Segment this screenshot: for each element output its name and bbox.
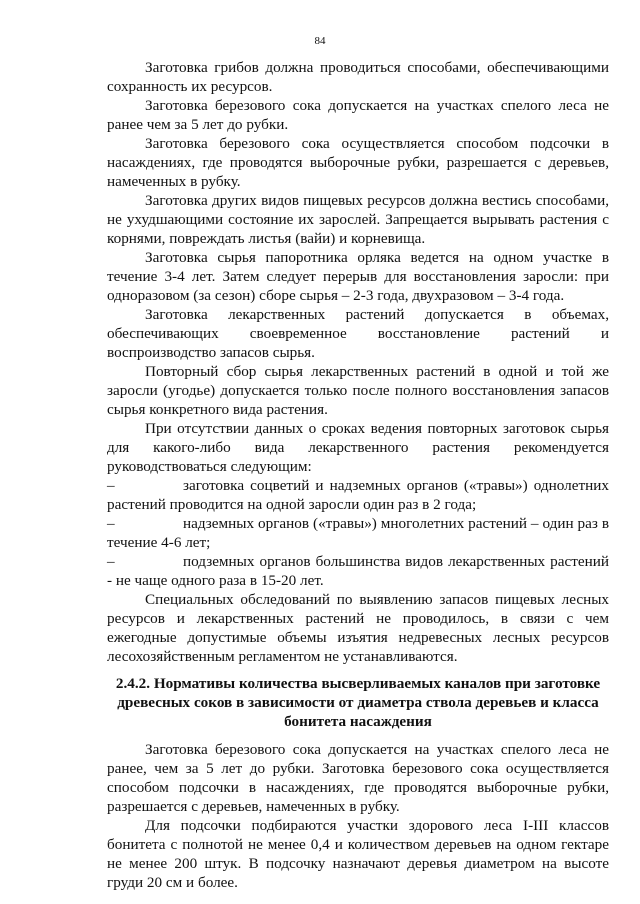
paragraph-medicinal-plants: Заготовка лекарственных растений допускается в объемах, обеспечивающих своевременное восстановление растений и воспроизводство запасов сырья. xyxy=(107,306,609,361)
paragraph-birch-sap-timing: Заготовка березового сока допускается на участках спелого леса не ранее чем за 5 лет до рубки. xyxy=(107,97,609,133)
dash-marker: – xyxy=(107,477,115,494)
paragraph-no-data-guidance: При отсутствии данных о сроках ведения повторных заготовок сырья для какого-либо вида лекарственного растения рекомендуется руководствоваться следующим: xyxy=(107,420,609,475)
dash-marker: – xyxy=(107,553,115,570)
list-item xyxy=(107,514,609,552)
paragraph-birch-sap-summary: Заготовка березового сока допускается на участках спелого леса не ранее, чем за 5 лет до рубки. Заготовка березового сока осуществляется способом подсочки в насаждениях, где проводятся выборочные рубки, разрешается с деревьев, намеченных в рубку. xyxy=(107,741,609,815)
paragraph-other-food-resources: Заготовка других видов пищевых ресурсов должна вестись способами, не ухудшающими состояние их зарослей. Запрещается вырывать растения с корнями, повреждать листья (вайи) и корневища. xyxy=(107,192,609,247)
page-content xyxy=(107,58,609,892)
dash-marker: – xyxy=(107,515,115,532)
page-number: 84 xyxy=(314,35,326,47)
section-heading: 2.4.2. Нормативы количества высверливаемых каналов при заготовке древесных соков в зависимости от диаметра ствола деревьев и класса бонитета насаждения xyxy=(115,675,601,730)
paragraph-surveys: Специальных обследований по выявлению запасов пищевых лесных ресурсов и лекарственных растений не проводилось, в связи с чем ежегодные допустимые объемы изъятия недревесных лесных ресурсов лесохозяйственным регламентом не устанавливаются. xyxy=(107,591,609,665)
list-item-text: надземных органов («травы») многолетних растений – один раз в течение 4-6 лет; xyxy=(107,515,609,551)
paragraph-mushrooms: Заготовка грибов должна проводиться способами, обеспечивающими сохранность их ресурсов. xyxy=(107,59,609,95)
paragraph-birch-sap-method: Заготовка березового сока осуществляется способом подсочки в насаждениях, где проводятся выборочные рубки, разрешается с деревьев, намеченных в рубку. xyxy=(107,135,609,190)
paragraph-bracken-fern: Заготовка сырья папоротника орляка ведется на одном участке в течение 3-4 лет. Затем следует перерыв для восстановления заросли: при одноразовом (за сезон) сборе сырья – 2-3 года, двухразовом – 3-4 года. xyxy=(107,249,609,304)
paragraph-tapping-selection: Для подсочки подбираются участки здорового леса I-III классов бонитета с полнотой не менее 0,4 и количеством деревьев на одном гектаре не менее 200 штук. В подсочку назначают деревья диаметром на высоте груди 20 см и более. xyxy=(107,817,609,891)
list-item xyxy=(107,476,609,514)
list-item xyxy=(107,552,609,590)
list-item-text: заготовка соцветий и надземных органов («травы») однолетних растений проводится на одной заросли один раз в 2 года; xyxy=(107,477,609,513)
list-item-text: подземных органов большинства видов лекарственных растений - не чаще одного раза в 15-20 лет. xyxy=(107,553,609,589)
paragraph-repeat-collection: Повторный сбор сырья лекарственных растений в одной и той же заросли (угодье) допускается только после полного восстановления запасов сырья конкретного вида растения. xyxy=(107,363,609,418)
